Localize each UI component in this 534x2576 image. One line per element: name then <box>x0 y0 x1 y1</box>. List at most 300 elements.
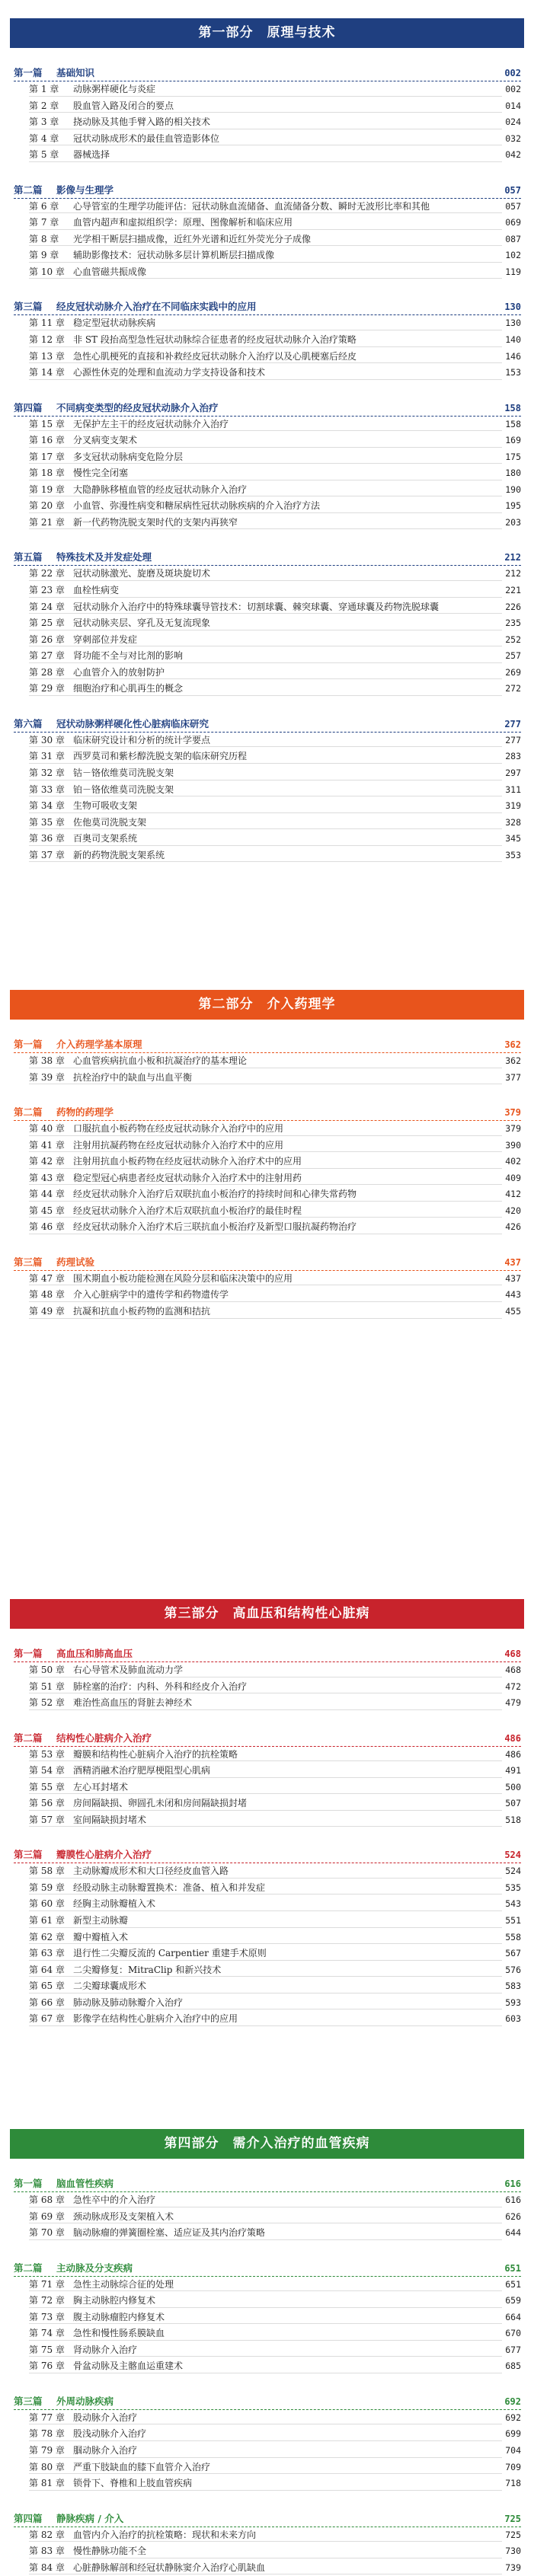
chapter-number: 第 84 章 <box>29 2562 65 2573</box>
chapter-title: 抗栓治疗中的缺血与出血平衡 <box>73 1071 193 1083</box>
chapter-title: 腹主动脉瘤腔内修复术 <box>73 2311 165 2322</box>
section-page: 212 <box>504 552 521 563</box>
chapter-rule <box>29 1777 521 1778</box>
section-heading[interactable] <box>14 1646 521 1662</box>
chapter-title: 分叉病变支架术 <box>73 435 138 446</box>
section-heading[interactable] <box>14 1847 521 1863</box>
chapter-rule <box>29 746 521 747</box>
section-title: 药物的药理学 <box>56 1106 114 1119</box>
chapter-entry[interactable] <box>29 515 521 531</box>
section-gap <box>0 2375 534 2393</box>
chapter-number: 第 55 章 <box>29 1781 65 1792</box>
chapter-title: 二尖瓣修复：MitraClip 和新兴技术 <box>73 1964 222 1975</box>
chapter-rule <box>29 1976 521 1977</box>
section-heading[interactable] <box>14 716 521 733</box>
chapter-entry[interactable] <box>29 2209 521 2226</box>
section-heading[interactable] <box>14 400 521 417</box>
chapter-number: 第 76 章 <box>29 2361 65 2372</box>
chapter-number: 第 28 章 <box>29 666 65 678</box>
chapter-entry[interactable] <box>29 1995 521 2012</box>
chapter-page: 704 <box>502 2443 521 2459</box>
chapter-entry[interactable] <box>29 2459 521 2476</box>
chapter-page: 235 <box>502 615 521 632</box>
chapter-number: 第 24 章 <box>29 601 65 612</box>
chapter-page: 593 <box>502 1995 521 2012</box>
chapter-rule <box>29 812 521 813</box>
chapter-number: 第 33 章 <box>29 784 65 795</box>
chapter-number: 第 52 章 <box>29 1697 65 1709</box>
chapter-page: 677 <box>502 2342 521 2359</box>
chapter-entry[interactable] <box>29 1053 521 1070</box>
chapter-page: 032 <box>502 131 521 148</box>
chapter-entry[interactable] <box>29 615 521 632</box>
chapter-entry[interactable] <box>29 365 521 381</box>
chapter-title: 心源性休克的处理和血流动力学支持设备和技术 <box>73 367 266 378</box>
chapter-entry[interactable] <box>29 2443 521 2459</box>
chapter-rule <box>29 1960 521 1961</box>
chapter-rule <box>29 2473 521 2474</box>
section-number: 第一篇 <box>14 67 43 78</box>
chapter-page: 524 <box>502 1863 521 1880</box>
section-gap <box>0 1712 534 1730</box>
chapter-number: 第 32 章 <box>29 767 65 778</box>
chapter-entry[interactable] <box>29 2192 521 2209</box>
chapter-title: 围术期血小板功能检测在风险分层和临床决策中的应用 <box>73 1272 293 1284</box>
section-heading[interactable] <box>14 2175 521 2192</box>
chapter-title: 急性心肌梗死的直接和补救经皮冠状动脉介入治疗以及心肌梗塞后经皮 <box>73 350 357 362</box>
chapter-entry[interactable] <box>29 1662 521 1679</box>
chapter-page: 412 <box>502 1186 521 1203</box>
chapter-title: 脑动脉瘤的弹簧圈栓塞、适应证及其内治疗策略 <box>73 2227 266 2239</box>
chapter-entry[interactable] <box>29 831 521 847</box>
chapter-page: 140 <box>502 332 521 349</box>
chapter-entry[interactable] <box>29 2342 521 2359</box>
chapter-entry[interactable] <box>29 2543 521 2560</box>
chapter-page: 283 <box>502 749 521 765</box>
chapter-number: 第 65 章 <box>29 1981 65 1992</box>
chapter-rule <box>29 112 521 113</box>
chapter-page: 130 <box>502 315 521 332</box>
chapter-title: 光学相干断层扫描成像，近红外光谱和近红外荧光分子成像 <box>73 233 312 244</box>
chapter-page: 169 <box>502 433 521 449</box>
chapter-entry[interactable] <box>29 98 521 115</box>
chapter-entry[interactable] <box>29 1763 521 1780</box>
section-heading[interactable] <box>14 1730 521 1747</box>
chapter-title: 影像学在结构性心脏病介入治疗中的应用 <box>73 2013 238 2025</box>
chapter-entry[interactable] <box>29 2309 521 2326</box>
chapter-entry[interactable] <box>29 815 521 832</box>
chapter-entry[interactable] <box>29 2293 521 2309</box>
chapter-entry[interactable] <box>29 417 521 433</box>
chapter-entry[interactable] <box>29 665 521 682</box>
chapter-entry[interactable] <box>29 2410 521 2427</box>
chapter-entry[interactable] <box>29 1747 521 1764</box>
chapter-entry[interactable] <box>29 349 521 365</box>
section-number: 第四篇 <box>14 401 43 413</box>
chapter-title: 细胞治疗和心肌再生的概念 <box>73 683 184 694</box>
chapter-title: 锁骨下、脊椎和上肢血管疾病 <box>73 2478 193 2489</box>
section-title: 脑血管性疾病 <box>56 2178 114 2189</box>
chapter-number: 第 40 章 <box>29 1123 65 1135</box>
chapter-title: 非 ST 段抬高型急性冠状动脉综合征患者的经皮冠状动脉介入治疗策略 <box>73 334 357 346</box>
chapter-page: 379 <box>502 1121 521 1138</box>
chapter-entry[interactable] <box>29 498 521 515</box>
chapter-entry[interactable] <box>29 749 521 765</box>
chapter-entry[interactable] <box>29 1913 521 1930</box>
chapter-title: 肺动脉及肺动脉瓣介入治疗 <box>73 1997 184 2008</box>
chapter-entry[interactable] <box>29 449 521 466</box>
chapter-entry[interactable] <box>29 465 521 482</box>
chapter-entry[interactable] <box>29 1271 521 1288</box>
chapter-number: 第 78 章 <box>29 2428 65 2440</box>
chapter-entry[interactable] <box>29 1978 521 1995</box>
chapter-entry[interactable] <box>29 247 521 264</box>
chapter-entry[interactable] <box>29 2011 521 2028</box>
section-heading[interactable] <box>14 182 521 199</box>
chapter-page: 102 <box>502 247 521 264</box>
chapter-page: 468 <box>502 1662 521 1679</box>
section-title: 介入药理学基本原理 <box>56 1039 142 1050</box>
section-number: 第二篇 <box>14 1106 43 1119</box>
chapter-entry[interactable] <box>29 583 521 599</box>
chapter-rule <box>29 2323 521 2324</box>
chapter-entry[interactable] <box>29 2560 521 2576</box>
chapter-page: 567 <box>502 1946 521 1962</box>
chapter-rule <box>29 1927 521 1928</box>
chapter-page: 670 <box>502 2325 521 2342</box>
chapter-entry[interactable] <box>29 1679 521 1696</box>
section-title: 药理试验 <box>56 1256 95 1268</box>
chapter-entry[interactable] <box>29 733 521 749</box>
chapter-entry[interactable] <box>29 2426 521 2443</box>
section-heading[interactable] <box>14 2393 521 2410</box>
chapter-rule <box>29 1810 521 1811</box>
chapter-entry[interactable] <box>29 1695 521 1712</box>
section-title: 瓣膜性心脏病介入治疗 <box>56 1849 152 1861</box>
part-banner: 第三部分 高血压和结构性心脏病 <box>10 1599 524 1629</box>
chapter-page: 551 <box>502 1913 521 1930</box>
chapter-page: 195 <box>502 498 521 515</box>
chapter-rule <box>29 2290 521 2291</box>
chapter-entry[interactable] <box>29 2325 521 2342</box>
chapter-page: 518 <box>502 1812 521 1829</box>
chapter-rule <box>29 1217 521 1218</box>
section-page: 277 <box>504 718 521 729</box>
chapter-number: 第 81 章 <box>29 2478 65 2489</box>
section-number: 第一篇 <box>14 1648 43 1659</box>
chapter-number: 第 18 章 <box>29 468 65 479</box>
chapter-title: 小血管、弥漫性病变和糖尿病性冠状动脉疾病的介入治疗方法 <box>73 500 321 512</box>
chapter-entry[interactable] <box>29 1186 521 1203</box>
chapter-number: 第 53 章 <box>29 1748 65 1760</box>
chapter-page: 659 <box>502 2293 521 2309</box>
chapter-entry[interactable] <box>29 1780 521 1796</box>
section-title: 静脉疾病 / 介入 <box>56 2512 124 2524</box>
chapter-entry[interactable] <box>29 599 521 616</box>
chapter-title: 新一代药物洗脱支架时代的支架内再狭窄 <box>73 516 238 528</box>
chapter-title: 右心导管术及肺血流动力学 <box>73 1665 184 1675</box>
chapter-rule <box>29 212 521 213</box>
section-page: 057 <box>504 184 521 196</box>
chapter-number: 第 12 章 <box>29 334 65 346</box>
chapter-title: 心导管室的生理学功能评估：冠状动脉血流储备、血流储备分数、瞬时无波形比率和其他 <box>73 200 430 212</box>
chapter-title: 股浅动脉介入治疗 <box>73 2428 147 2440</box>
chapter-rule <box>29 262 521 263</box>
section-heading[interactable] <box>14 298 521 315</box>
chapter-entry[interactable] <box>29 81 521 98</box>
chapter-title: 注射用抗凝药物在经皮冠状动脉介入治疗术中的应用 <box>73 1139 284 1151</box>
chapter-title: 多支冠状动脉病变危险分层 <box>73 451 184 462</box>
chapter-number: 第 9 章 <box>29 250 59 261</box>
chapter-rule <box>29 597 521 598</box>
chapter-number: 第 3 章 <box>29 117 59 128</box>
chapter-page: 583 <box>502 1978 521 1995</box>
chapter-page: 319 <box>502 798 521 815</box>
chapter-title: 介入心脏病学中的遗传学和药物遗传学 <box>73 1289 229 1301</box>
section-gap <box>0 531 534 549</box>
chapter-title: 血管内介入治疗的抗栓策略：现状和未来方向 <box>73 2529 257 2540</box>
part-banner: 第四部分 需介入治疗的血管疾病 <box>10 2129 524 2159</box>
chapter-page: 057 <box>502 199 521 215</box>
section-number: 第二篇 <box>14 1732 43 1744</box>
chapter-title: 冠状动脉成形术的最佳血管造影体位 <box>73 132 220 144</box>
chapter-entry[interactable] <box>29 632 521 649</box>
chapter-page: 146 <box>502 349 521 365</box>
chapter-number: 第 7 章 <box>29 217 59 228</box>
section-gap <box>0 2242 534 2260</box>
section-number: 第二篇 <box>14 184 43 196</box>
chapter-page: 437 <box>502 1271 521 1288</box>
section-page: 158 <box>504 402 521 413</box>
chapter-title: 西罗莫司和紫杉醇洗脱支架的临床研究历程 <box>73 751 248 762</box>
chapter-entry[interactable] <box>29 2475 521 2492</box>
chapter-number: 第 59 章 <box>29 1882 65 1893</box>
section-page: 002 <box>504 68 521 78</box>
chapter-rule <box>29 245 521 246</box>
chapter-number: 第 57 章 <box>29 1814 65 1825</box>
chapter-rule <box>29 512 521 513</box>
chapter-entry[interactable] <box>29 1070 521 1087</box>
chapter-rule <box>29 2541 521 2542</box>
chapter-rule <box>29 229 521 230</box>
chapter-entry[interactable] <box>29 1203 521 1220</box>
chapter-page: 024 <box>502 114 521 131</box>
chapter-entry[interactable] <box>29 1796 521 1812</box>
chapter-number: 第 82 章 <box>29 2529 65 2540</box>
chapter-number: 第 4 章 <box>29 132 59 144</box>
chapter-entry[interactable] <box>29 1946 521 1962</box>
chapter-page: 328 <box>502 815 521 832</box>
chapter-rule <box>29 362 521 363</box>
chapter-entry[interactable] <box>29 1219 521 1236</box>
chapter-title: 口服抗血小板药物在经皮冠状动脉介入治疗中的应用 <box>73 1123 284 1135</box>
chapter-page: 685 <box>502 2358 521 2375</box>
chapter-entry[interactable] <box>29 1962 521 1979</box>
chapter-title: 铂－铬依维莫司洗脱支架 <box>73 784 174 795</box>
chapter-number: 第 83 章 <box>29 2546 65 2557</box>
chapter-rule <box>29 845 521 846</box>
chapter-title: 主动脉瓣成形术和大口径经皮血管入路 <box>73 1866 229 1877</box>
chapter-number: 第 41 章 <box>29 1139 65 1151</box>
chapter-entry[interactable] <box>29 1287 521 1304</box>
chapter-title: 严重下肢缺血的膝下血管介入治疗 <box>73 2461 211 2472</box>
chapter-entry[interactable] <box>29 1121 521 1138</box>
chapter-entry[interactable] <box>29 2527 521 2544</box>
chapter-page: 175 <box>502 449 521 466</box>
chapter-title: 经股动脉主动脉瓣置换术：准备、植入和并发症 <box>73 1882 266 1893</box>
section-page: 130 <box>504 302 521 313</box>
section-title: 结构性心脏病介入治疗 <box>56 1732 152 1744</box>
section-heading[interactable] <box>14 1036 521 1053</box>
section-gap <box>0 1086 534 1104</box>
chapter-title: 穿刺部位并发症 <box>73 634 138 645</box>
chapter-entry[interactable] <box>29 566 521 583</box>
chapter-entry[interactable] <box>29 315 521 332</box>
chapter-page: 272 <box>502 681 521 697</box>
chapter-number: 第 51 章 <box>29 1681 65 1692</box>
chapter-entry[interactable] <box>29 1138 521 1154</box>
chapter-entry[interactable] <box>29 215 521 231</box>
chapter-rule <box>29 1168 521 1169</box>
section-number: 第二篇 <box>14 2262 43 2274</box>
chapter-page: 190 <box>502 482 521 499</box>
chapter-entry[interactable] <box>29 1170 521 1187</box>
section-gap <box>0 1828 534 1847</box>
chapter-number: 第 10 章 <box>29 266 65 277</box>
chapter-entry[interactable] <box>29 2225 521 2242</box>
chapter-entry[interactable] <box>29 433 521 449</box>
chapter-title: 急性卒中的介入治疗 <box>73 2195 156 2205</box>
chapter-rule <box>29 1151 521 1152</box>
chapter-title: 抗凝和抗血小板药物的监测和拮抗 <box>73 1306 211 1317</box>
chapter-number: 第 2 章 <box>29 100 59 111</box>
chapter-entry[interactable] <box>29 332 521 349</box>
chapter-title: 室间隔缺损封堵术 <box>73 1814 147 1825</box>
chapter-rule <box>29 1910 521 1911</box>
chapter-title: 二尖瓣球囊成形术 <box>73 1981 147 1992</box>
chapter-page: 087 <box>502 231 521 248</box>
chapter-rule <box>29 695 521 696</box>
chapter-entry[interactable] <box>29 199 521 215</box>
chapter-page: 603 <box>502 2011 521 2028</box>
chapter-number: 第 25 章 <box>29 618 65 629</box>
chapter-title: 挠动脉及其他手臂入路的相关技术 <box>73 117 211 128</box>
chapter-page: 455 <box>502 1304 521 1320</box>
chapter-number: 第 77 章 <box>29 2412 65 2423</box>
chapter-entry[interactable] <box>29 147 521 164</box>
chapter-page: 212 <box>502 566 521 583</box>
part-contents <box>0 1646 534 2028</box>
section-heading[interactable] <box>14 2260 521 2277</box>
chapter-number: 第 20 章 <box>29 500 65 512</box>
chapter-entry[interactable] <box>29 1880 521 1897</box>
chapter-number: 第 66 章 <box>29 1997 65 2008</box>
chapter-entry[interactable] <box>29 765 521 782</box>
chapter-entry[interactable] <box>29 114 521 131</box>
chapter-entry[interactable] <box>29 1304 521 1320</box>
chapter-title: 动脉粥样硬化与炎症 <box>73 84 156 94</box>
chapter-number: 第 74 章 <box>29 2328 65 2339</box>
chapter-rule <box>29 2307 521 2308</box>
chapter-entry[interactable] <box>29 1863 521 1880</box>
section-heading[interactable] <box>14 65 521 81</box>
chapter-number: 第 70 章 <box>29 2227 65 2239</box>
section-page: 651 <box>504 2262 521 2274</box>
chapter-entry[interactable] <box>29 482 521 499</box>
chapter-rule <box>29 1760 521 1761</box>
chapter-page: 353 <box>502 847 521 864</box>
chapter-title: 冠状动脉介入治疗中的特殊球囊导管技术：切割球囊、棘突球囊、穿通球囊及药物洗脱球囊 <box>73 601 440 612</box>
chapter-entry[interactable] <box>29 648 521 665</box>
section-page: 692 <box>504 2396 521 2407</box>
chapter-rule <box>29 828 521 829</box>
chapter-page: 651 <box>502 2277 521 2294</box>
part-contents <box>0 65 534 863</box>
chapter-entry[interactable] <box>29 798 521 815</box>
chapter-rule <box>29 861 521 862</box>
chapter-number: 第 48 章 <box>29 1289 65 1301</box>
chapter-entry[interactable] <box>29 2277 521 2294</box>
chapter-number: 第 5 章 <box>29 149 59 161</box>
chapter-title: 心血管疾病抗血小板和抗凝治疗的基本理论 <box>73 1055 248 1066</box>
section-heading[interactable] <box>14 1104 521 1121</box>
section-title: 冠状动脉粥样硬化性心脏病临床研究 <box>56 717 209 729</box>
chapter-rule <box>29 161 521 162</box>
chapter-entry[interactable] <box>29 1812 521 1829</box>
chapter-rule <box>29 430 521 431</box>
chapter-title: 新型主动脉瓣 <box>73 1915 129 1926</box>
chapter-title: 经皮冠状动脉介入治疗术后双联抗血小板治疗的最佳时程 <box>73 1205 302 1216</box>
section-heading[interactable] <box>14 1254 521 1271</box>
chapter-entry[interactable] <box>29 1896 521 1913</box>
chapter-entry[interactable] <box>29 231 521 248</box>
chapter-entry[interactable] <box>29 847 521 864</box>
chapter-entry[interactable] <box>29 1154 521 1170</box>
chapter-title: 难治性高血压的肾脏去神经术 <box>73 1697 193 1709</box>
chapter-rule <box>29 447 521 448</box>
chapter-number: 第 68 章 <box>29 2195 65 2205</box>
chapter-title: 百奥司支架系统 <box>73 833 138 844</box>
section-title: 经皮冠状动脉介入治疗在不同临床实践中的应用 <box>56 301 257 313</box>
chapter-title: 临床研究设计和分析的统计学要点 <box>73 734 211 745</box>
chapter-page: 576 <box>502 1962 521 1979</box>
section-heading[interactable] <box>14 549 521 566</box>
chapter-entry[interactable] <box>29 264 521 281</box>
chapter-rule <box>29 763 521 764</box>
chapter-rule <box>29 1301 521 1302</box>
chapter-title: 经胸主动脉瓣植入术 <box>73 1898 156 1910</box>
chapter-entry[interactable] <box>29 2358 521 2375</box>
section-heading[interactable] <box>14 2511 521 2527</box>
section-number: 第四篇 <box>14 2512 43 2524</box>
chapter-entry[interactable] <box>29 131 521 148</box>
chapter-page: 420 <box>502 1203 521 1220</box>
chapter-page: 543 <box>502 1896 521 1913</box>
chapter-number: 第 54 章 <box>29 1765 65 1776</box>
chapter-title: 心脏静脉解剖和经冠状静脉窦介入治疗心肌缺血 <box>73 2562 266 2573</box>
chapter-entry[interactable] <box>29 681 521 697</box>
section-page: 725 <box>504 2513 521 2524</box>
chapter-page: 699 <box>502 2426 521 2443</box>
chapter-entry[interactable] <box>29 782 521 799</box>
chapter-number: 第 23 章 <box>29 585 65 596</box>
section-number: 第六篇 <box>14 717 43 729</box>
chapter-number: 第 43 章 <box>29 1172 65 1183</box>
chapter-rule <box>29 346 521 347</box>
chapter-entry[interactable] <box>29 1930 521 1946</box>
chapter-page: 377 <box>502 1070 521 1087</box>
section-number: 第一篇 <box>14 2178 43 2189</box>
